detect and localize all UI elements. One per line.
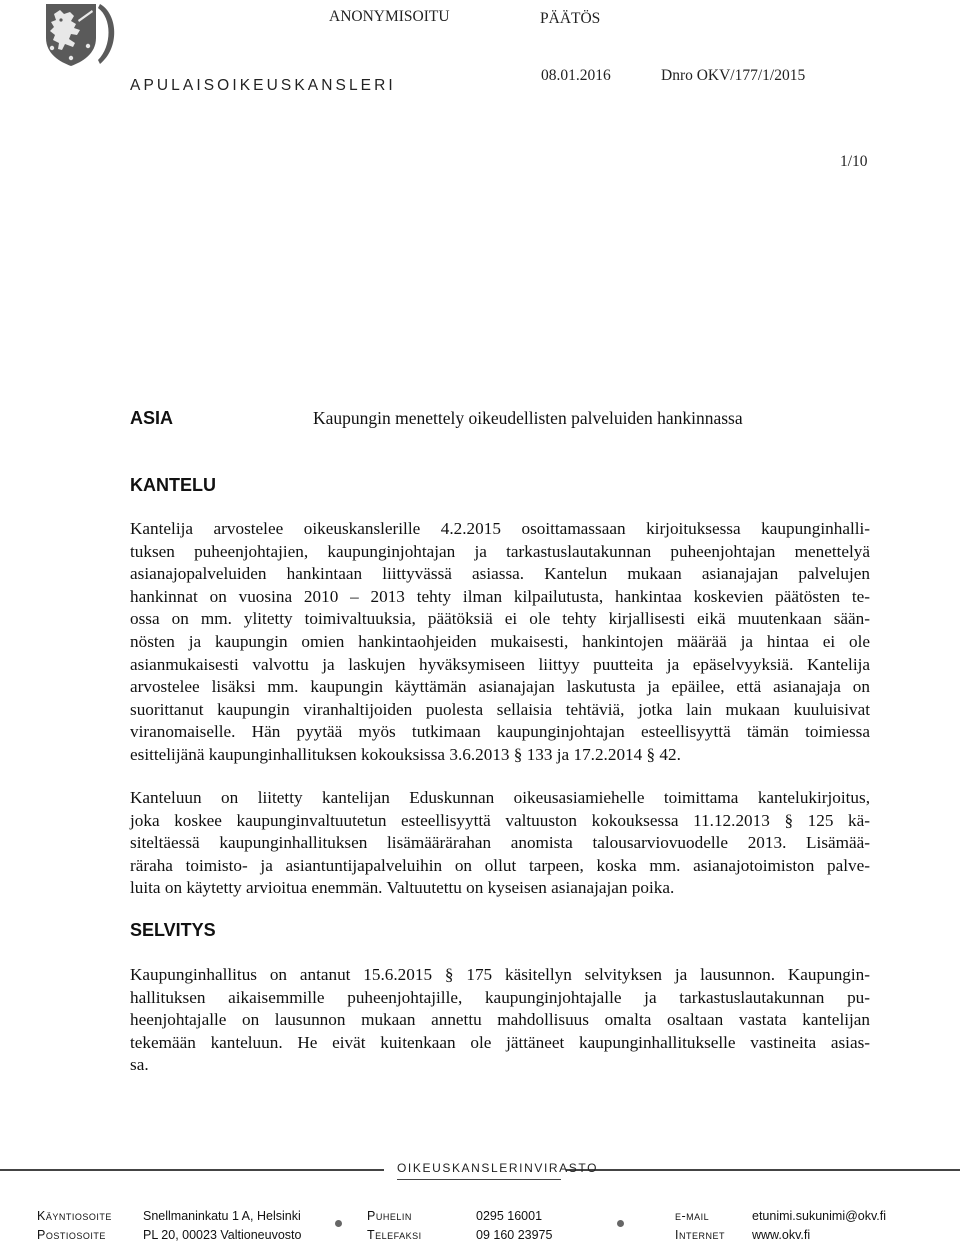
text-line: heenjohtajalle on lausunnon mukaan annettu mahdollisuus omalta osaltaan vastata kantelijan bbox=[130, 1010, 870, 1030]
text-line: Kanteluun on liitetty kantelijan Eduskunnan oikeusasiamiehelle toimittama kantelukirjoitus, bbox=[130, 788, 870, 807]
document-number: Dnro OKV/177/1/2015 bbox=[661, 67, 806, 84]
text-line: tuksen puheenjohtajien, kaupunginjohtajan ja tarkastuslautakunnan puheenjohtajan menettelyä bbox=[130, 541, 870, 561]
postal-address-value: PL 20, 00023 Valtioneuvosto bbox=[143, 1228, 302, 1242]
office-name: APULAISOIKEUSKANSLERI bbox=[130, 77, 396, 94]
text-line: arvostelee lisäksi mm. kaupungin käyttämän asianajajan laskutusta ja epäilee, että asianajaja on bbox=[130, 677, 870, 697]
complaint-paragraph-2 bbox=[130, 787, 870, 900]
phone-label: Puhelin bbox=[367, 1209, 412, 1223]
email-label: e-mail bbox=[675, 1209, 710, 1223]
explanation-paragraph-1 bbox=[130, 964, 870, 1077]
email-value[interactable]: etunimi.sukunimi@okv.fi bbox=[752, 1209, 887, 1223]
footer-rule-right bbox=[566, 1169, 960, 1171]
phone-value: 0295 16001 bbox=[476, 1209, 543, 1223]
text-line: asianmukaisesti valvottu ja laskujen hyväksymiseen liittyy puutteita ja epäselvyyksiä. Kantelija bbox=[130, 654, 870, 674]
text-line: nösten ja kaupungin omien hankintaohjeiden mukaisesti, hankintojen määrää ja hintaa ei ole bbox=[130, 631, 870, 651]
footer-rule-left bbox=[0, 1169, 384, 1171]
text-line: hallituksen aikaisemmille puheenjohtajille, kaupunginjohtajalle ja tarkastuslautakunnan pu- bbox=[130, 987, 870, 1007]
fax-label: Telefaksi bbox=[367, 1228, 422, 1242]
text-line: räraha toimisto- ja asiantuntijapalveluihin on ollut tarpeen, koska mm. asianajotoimiston palve- bbox=[130, 855, 870, 875]
text-line: Kantelija arvostelee oikeuskanslerille 4.2.2015 osoittamassaan kirjoituksessa kaupunginhalli- bbox=[130, 519, 870, 538]
subject-text: Kaupungin menettely oikeudellisten palveluiden hankinnassa bbox=[313, 408, 743, 428]
footer-separator-dot bbox=[335, 1220, 342, 1227]
postal-address-label: Postiosoite bbox=[37, 1228, 106, 1242]
explanation-heading: SELVITYS bbox=[130, 920, 216, 940]
text-line: asianajopalveluiden hankintaan liittyvässä asiassa. Kantelun mukaan asianajajan palvelujen bbox=[130, 564, 870, 584]
text-line: joka koskee kaupunginvaltuutetun esteellisyyttä valtuuston kokouksessa 11.12.2013 § 125 kä- bbox=[130, 810, 870, 830]
coat-of-arms-lion-icon bbox=[34, 2, 130, 68]
text-line: tekemään kanteluun. He eivät kuitenkaan ole jättäneet kaupunginhallitukselle vastineita asias- bbox=[130, 1032, 870, 1052]
text-line: hankinnat on vuosina 2010 – 2013 tehty ilman kilpailutusta, hankintaa koskevien päätösten te- bbox=[130, 586, 870, 606]
subject-label: ASIA bbox=[130, 408, 174, 428]
footer-separator-dot bbox=[617, 1220, 624, 1227]
visiting-address-value: Snellmaninkatu 1 A, Helsinki bbox=[143, 1209, 301, 1223]
text-line: viranomaiselle. Hän pyytää myös tutkimaan kaupunginjohtajan esteellisyyttä tämän toimiessa bbox=[130, 722, 870, 742]
text-line: siteltäessä kaupunginhallituksen lisämäärärahan anomista talousarviovuodelle 2013. Lisämää- bbox=[130, 833, 870, 853]
text-line: luita on käytetty arvioitua enemmän. Valtuutettu on kyseisen asianajajan poika. bbox=[130, 878, 675, 898]
internet-value[interactable]: www.okv.fi bbox=[752, 1228, 811, 1242]
footer-office-underline bbox=[397, 1179, 561, 1180]
complaint-paragraph-1 bbox=[130, 518, 870, 767]
complaint-heading: KANTELU bbox=[130, 475, 216, 495]
text-line: sa. bbox=[130, 1055, 149, 1075]
footer-office-name: OIKEUSKANSLERINVIRASTO bbox=[397, 1161, 599, 1175]
text-line: ossa on mm. ylitetty toimivaltuuksia, päätöksiä ei ole tehty kirjallisesti eikä muutenkaan sään- bbox=[130, 609, 870, 629]
page-number: 1/10 bbox=[840, 153, 868, 170]
document-type: PÄÄTÖS bbox=[540, 10, 601, 27]
internet-label: Internet bbox=[675, 1228, 725, 1242]
text-line: suorittanut kaupungin viranhaltijoiden puolesta sellaisia tehtäviä, jotka lain mukaan kuuluisivat bbox=[130, 699, 870, 719]
document-date: 08.01.2016 bbox=[541, 67, 611, 84]
visiting-address-label: Käyntiosoite bbox=[37, 1209, 112, 1223]
anonymized-label: ANONYMISOITU bbox=[329, 8, 450, 25]
fax-value: 09 160 23975 bbox=[476, 1228, 553, 1242]
text-line: Kaupunginhallitus on antanut 15.6.2015 § 175 käsitellyn selvityksen ja lausunnon. Kaupungin- bbox=[130, 965, 870, 984]
text-line: esittelijänä kaupunginhallituksen kokouksissa 3.6.2013 § 133 ja 17.2.2014 § 42. bbox=[130, 744, 681, 764]
